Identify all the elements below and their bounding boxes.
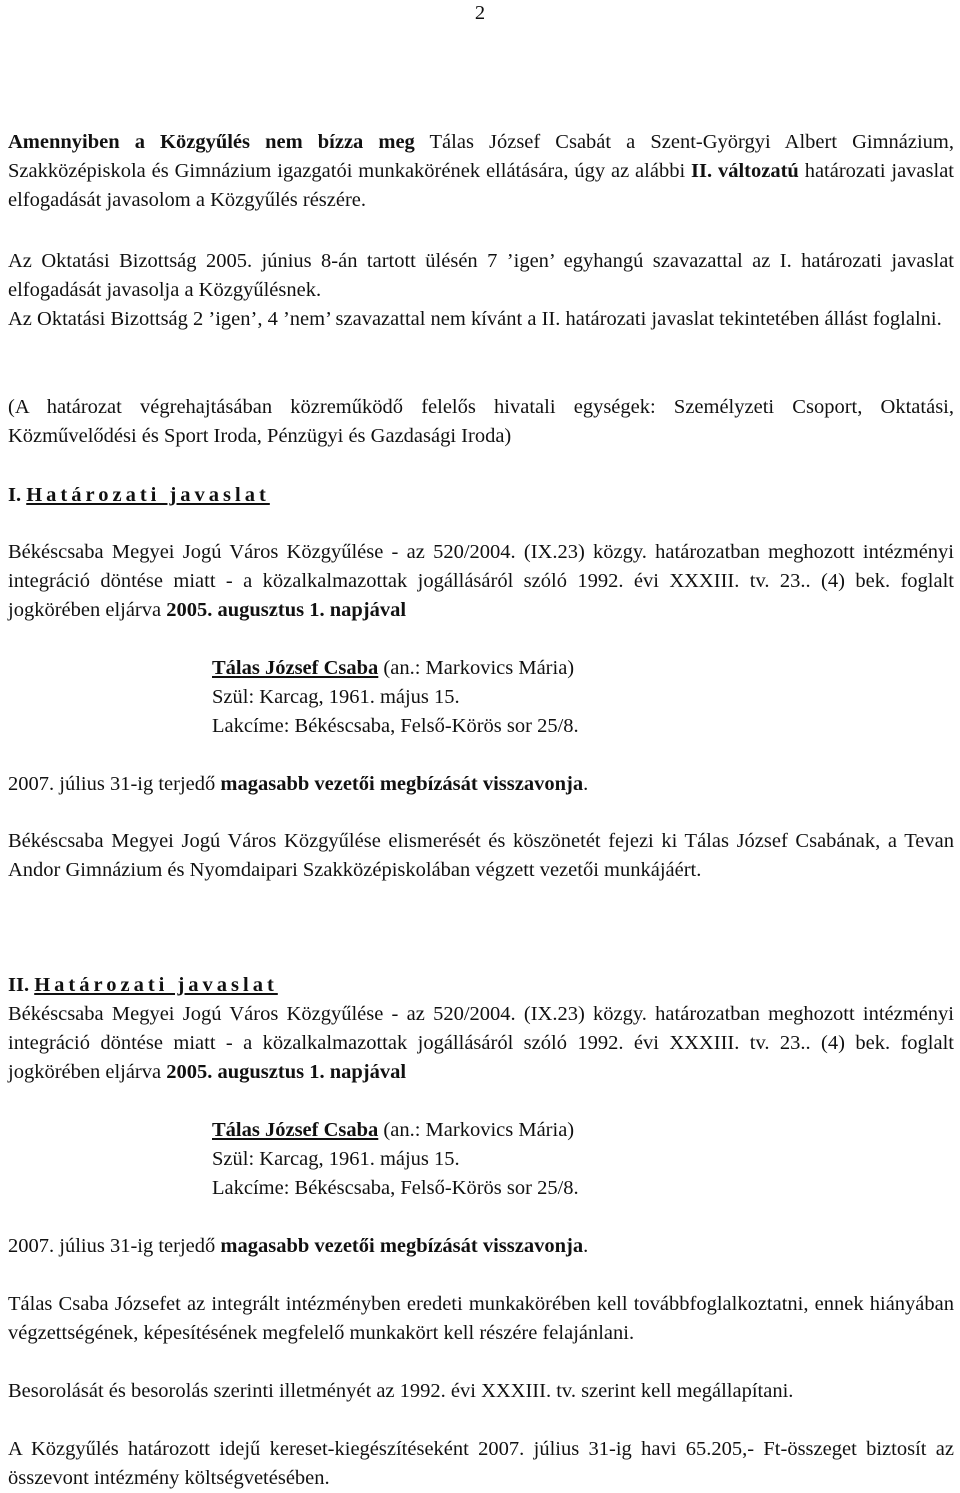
section1-person-line — [212, 654, 574, 683]
section1-revoke — [8, 770, 588, 799]
section2-heading — [8, 971, 278, 1000]
section2-birth: Szül: Karcag, 1961. május 15. — [212, 1148, 460, 1170]
section1-person-mother: (an.: Markovics Mária) — [378, 657, 575, 679]
section2-salary: Besorolását és besorolás szerinti illetményét az 1992. évi XXXIII. tv. szerint kell megállapítani. — [8, 1380, 794, 1402]
section2-person-name: Tálas József Csaba — [212, 1119, 379, 1141]
section1-body-date: 2005. augusztus 1. napjával — [166, 599, 407, 621]
intro-text-1: Tálas József Csabát a Szent-Györgyi Albert Gimnázium, Szakközépiskola és Gimnázium igazgatói munkakörének ellátására, úgy az alábbi — [8, 131, 955, 182]
committee-vote-1: Az Oktatási Bizottság 2005. június 8-án tartott ülésén 7 ’igen’ egyhangú szavazattal az I. határozati javaslat elfogadását javasolja a Közgyűlésnek. — [8, 250, 954, 301]
section2-employment: Tálas Csaba Józsefet az integrált intézményben eredeti munkakörében kell továbbfoglalkoztatni, ennek hiányában végzettségének, képesítésének megfelelő munkakört kell részére felajánlani. — [8, 1293, 954, 1344]
section1-address: Lakcíme: Békéscsaba, Felső-Körös sor 25/8. — [212, 715, 579, 737]
section2-person-mother: (an.: Markovics Mária) — [378, 1119, 575, 1141]
intro-bold-1: Amennyiben a Közgyűlés nem bízza meg — [8, 131, 415, 153]
section2-revoke-end: . — [583, 1235, 589, 1257]
section2-body-text: Békéscsaba Megyei Jogú Város Közgyűlése - az 520/2004. (IX.23) közgy. határozatban meghozott intézményi integráció döntése miatt - a közalkalmazottak jogállásáról szóló 1992. évi XXXIII. tv. 23.. (4) bek. foglalt jogkörében eljárva — [8, 1003, 954, 1083]
section1-revoke-end: . — [583, 773, 589, 795]
section1-revoke-text: 2007. július 31-ig terjedő — [8, 773, 221, 795]
section1-title: Határozati javaslat — [26, 484, 270, 506]
section1-body — [8, 538, 954, 625]
intro-paragraph — [8, 128, 954, 215]
section1-birth: Szül: Karcag, 1961. május 15. — [212, 686, 460, 708]
section1-number: I. — [8, 484, 22, 506]
section2-revoke-bold: magasabb vezetői megbízását visszavonja — [220, 1235, 584, 1257]
section2-revoke — [8, 1232, 588, 1261]
section2-revoke-text: 2007. július 31-ig terjedő — [8, 1235, 221, 1257]
committee-vote-2: Az Oktatási Bizottság 2 ’igen’, 4 ’nem’ szavazattal nem kívánt a II. határozati javaslat tekintetében állást foglalni. — [8, 308, 942, 330]
page-number: 2 — [474, 2, 486, 24]
section1-person-name: Tálas József Csaba — [212, 657, 379, 679]
responsible-units: (A határozat végrehajtásában közreműködő felelős hivatali egységek: Személyzeti Csoport, Oktatási, Közművelődési és Sport Iroda, Pénzügyi és Gazdasági Iroda) — [8, 396, 954, 447]
section2-body-date: 2005. augusztus 1. napjával — [166, 1061, 407, 1083]
section2-number: II. — [8, 974, 30, 996]
section2-supplement: A Közgyűlés határozott idejű kereset-kiegészítéseként 2007. július 31-ig havi 65.205,- Ft-összeget biztosít az összevont intézmény költségvetésében. — [8, 1438, 954, 1489]
section2-body — [8, 1000, 954, 1087]
intro-bold-2: II. változatú — [691, 160, 799, 182]
section2-person-line — [212, 1116, 574, 1145]
section1-revoke-bold: magasabb vezetői megbízását visszavonja — [220, 773, 584, 795]
intro-text-2: határozati javaslat elfogadását javasolom a Közgyűlés részére. — [8, 160, 955, 211]
section1-heading — [8, 481, 270, 510]
section1-body-text: Békéscsaba Megyei Jogú Város Közgyűlése - az 520/2004. (IX.23) közgy. határozatban meghozott intézményi integráció döntése miatt - a közalkalmazottak jogállásáról szóló 1992. évi XXXIII. tv. 23.. (4) bek. foglalt jogkörében eljárva — [8, 541, 954, 621]
section1-thanks: Békéscsaba Megyei Jogú Város Közgyűlése elismerését és köszönetét fejezi ki Tálas József Csabának, a Tevan Andor Gimnázium és Nyomdaipari Szakközépiskolában végzett vezetői munkájáért. — [8, 830, 954, 881]
section2-title: Határozati javaslat — [34, 974, 278, 996]
section2-address: Lakcíme: Békéscsaba, Felső-Körös sor 25/8. — [212, 1177, 579, 1199]
